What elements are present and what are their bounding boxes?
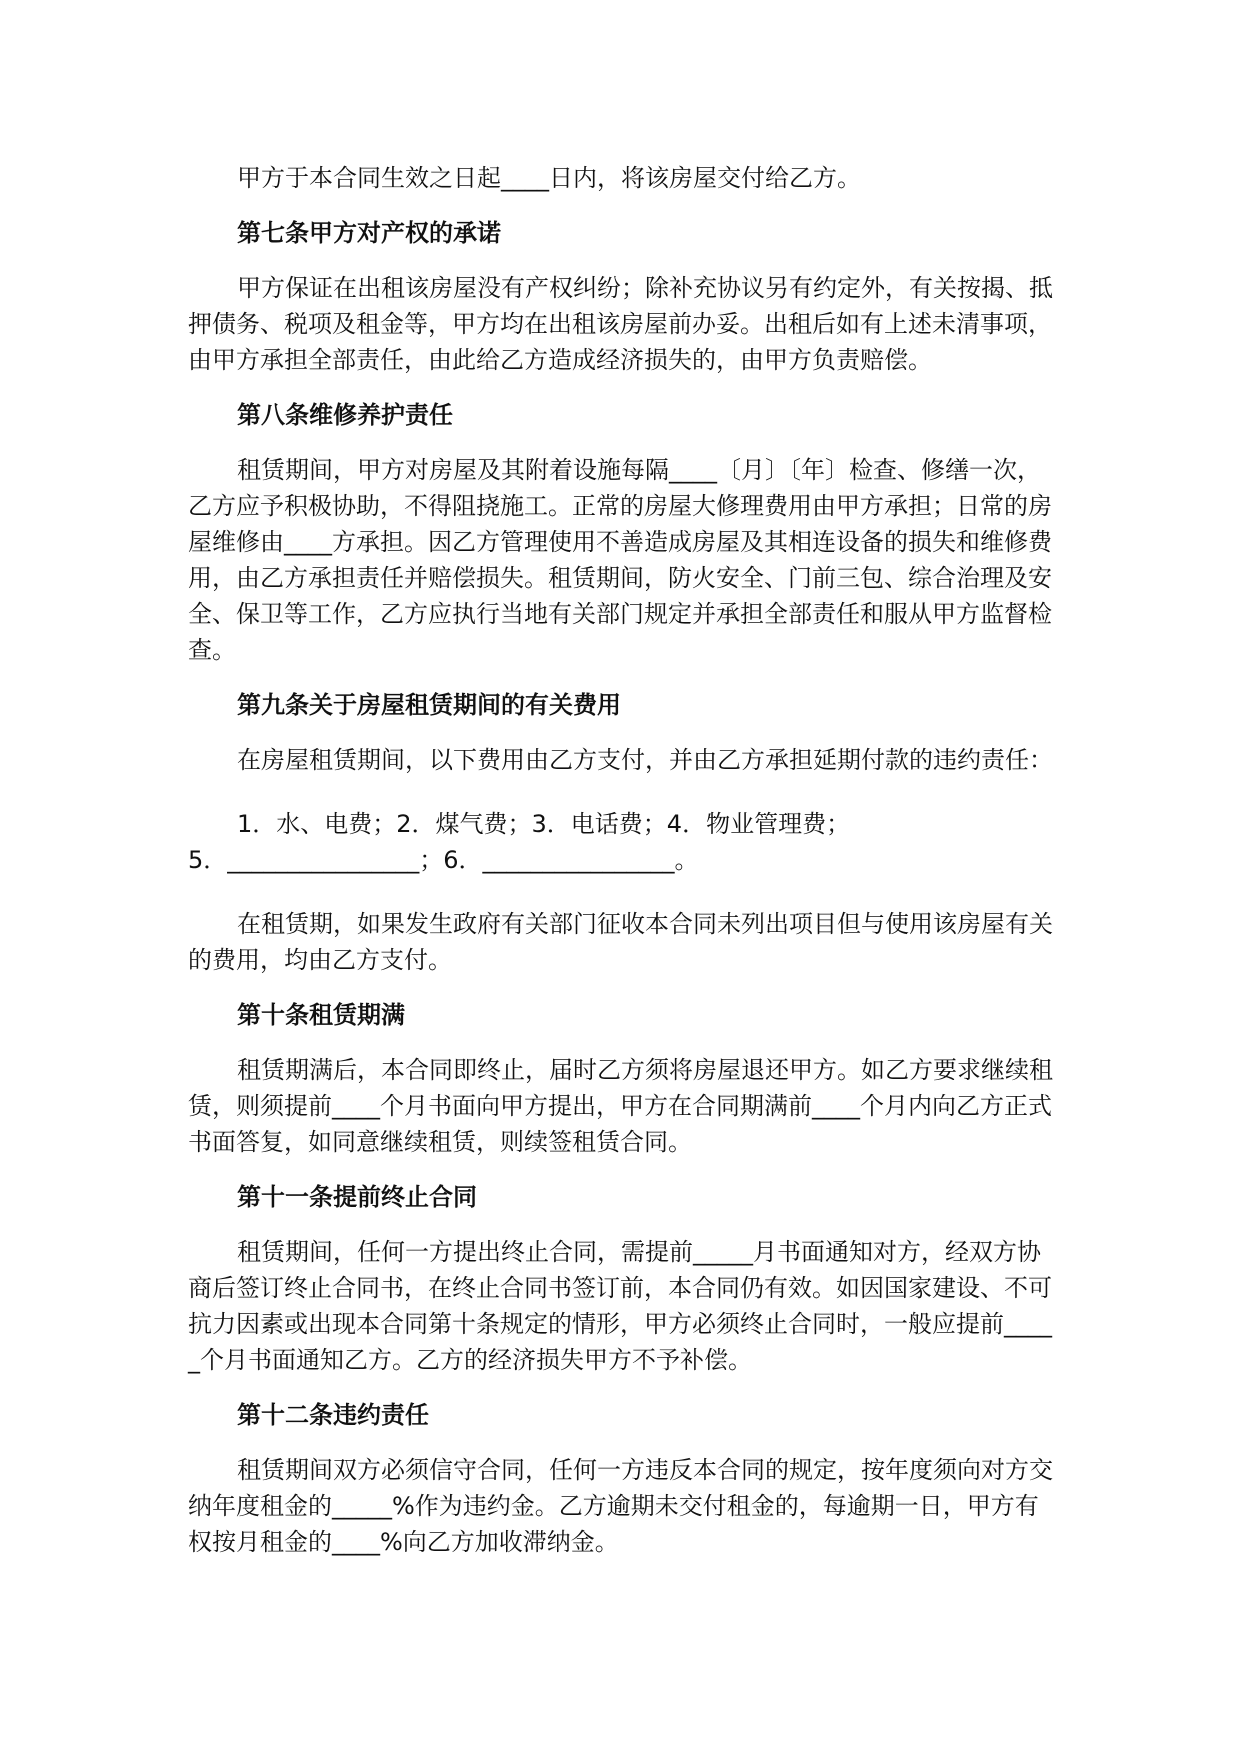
document-page	[188, 160, 1058, 1560]
paragraph-delivery: 甲方于本合同生效之日起____日内，将该房屋交付给乙方。	[237, 164, 861, 192]
paragraph-article-8: 租赁期间，甲方对房屋及其附着设施每隔____〔月〕〔年〕检查、修缮一次，乙方应予积极协助，不得阻挠施工。正常的房屋大修理费用由甲方承担；日常的房屋维修由____方承担。因乙方管理使用不善造成房屋及其相连设备的损失和维修费用，由乙方承担责任并赔偿损失。租赁期间，防火安全、门前三包、综合治理及安全、保卫等工作，乙方应执行当地有关部门规定并承担全部责任和服从甲方监督检查。	[188, 456, 1052, 664]
heading-article-9: 第九条关于房屋租赁期间的有关费用	[237, 691, 621, 719]
heading-article-10: 第十条租赁期满	[237, 1001, 405, 1029]
heading-article-7: 第七条甲方对产权的承诺	[237, 219, 501, 247]
paragraph-article-9-items-line1: 1．水、电费；2．煤气费；3．电话费；4．物业管理费；	[237, 810, 851, 838]
paragraph-article-11: 租赁期间，任何一方提出终止合同，需提前_____月书面通知对方，经双方协商后签订终止合同书，在终止合同书签订前，本合同仍有效。如因国家建设、不可抗力因素或出现本合同第十条规定的情形，甲方必须终止合同时，一般应提前_____个月书面通知乙方。乙方的经济损失甲方不予补偿。	[188, 1238, 1052, 1374]
paragraph-article-12: 租赁期间双方必须信守合同，任何一方违反本合同的规定，按年度须向对方交纳年度租金的_____%作为违约金。乙方逾期未交付租金的，每逾期一日，甲方有权按月租金的____%向乙方加收滞纳金。	[188, 1456, 1053, 1556]
paragraph-article-9-intro: 在房屋租赁期间，以下费用由乙方支付，并由乙方承担延期付款的违约责任：	[237, 746, 1053, 774]
heading-article-11: 第十一条提前终止合同	[237, 1183, 477, 1211]
paragraph-article-9-items-line2: 5．________________；6．________________。	[188, 846, 699, 874]
heading-article-12: 第十二条违约责任	[237, 1401, 429, 1429]
paragraph-article-7: 甲方保证在出租该房屋没有产权纠纷；除补充协议另有约定外，有关按揭、抵押债务、税项及租金等，甲方均在出租该房屋前办妥。出租后如有上述未清事项，由甲方承担全部责任，由此给乙方造成经济损失的，由甲方负责赔偿。	[188, 274, 1053, 374]
heading-article-8: 第八条维修养护责任	[237, 401, 453, 429]
paragraph-article-9-other: 在租赁期，如果发生政府有关部门征收本合同未列出项目但与使用该房屋有关的费用，均由乙方支付。	[188, 910, 1053, 974]
paragraph-article-10: 租赁期满后，本合同即终止，届时乙方须将房屋退还甲方。如乙方要求继续租赁，则须提前____个月书面向甲方提出，甲方在合同期满前____个月内向乙方正式书面答复，如同意继续租赁，则续签租赁合同。	[188, 1056, 1053, 1156]
